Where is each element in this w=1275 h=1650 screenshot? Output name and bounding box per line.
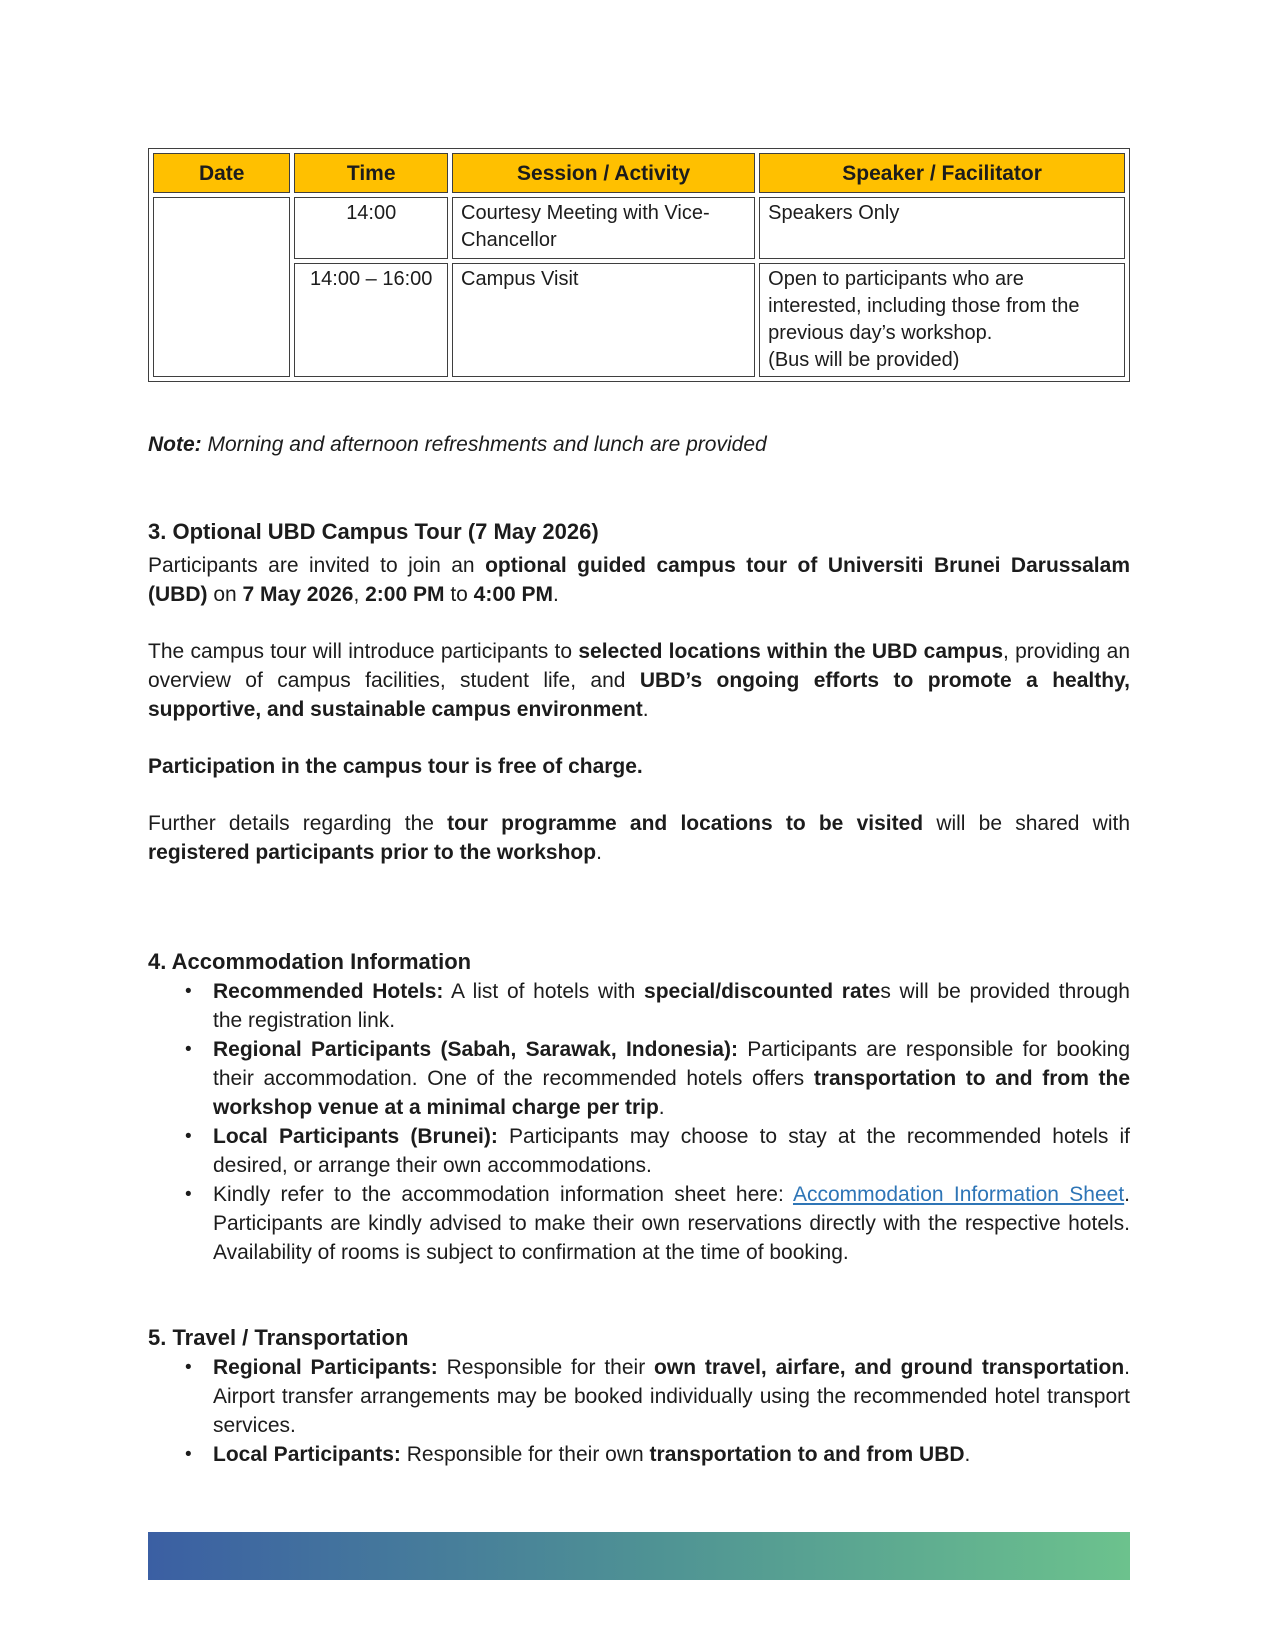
- footer-gradient-bar: [148, 1532, 1130, 1580]
- speaker-cell: Open to participants who are interested, including those from the previous day’s workshop. (Bus will be provided): [759, 263, 1125, 377]
- accommodation-list: [148, 977, 1130, 1267]
- column-header-speaker: Speaker / Facilitator: [759, 153, 1125, 193]
- session-cell: Campus Visit: [452, 263, 755, 377]
- section-5-heading: 5. Travel / Transportation: [148, 1325, 409, 1350]
- section-4-heading: 4. Accommodation Information: [148, 949, 472, 974]
- column-header-time: Time: [294, 153, 448, 193]
- list-item-local-participants: [148, 1122, 1130, 1180]
- column-header-date: Date: [153, 153, 290, 193]
- list-item-text: Regional Participants (Sabah, Sarawak, Indonesia): Participants are responsible for booking their accommodation. One of the recommended hotels offers transportation to and from the workshop venue at a minimal charge per trip.: [213, 1038, 1130, 1119]
- list-item-text: Local Participants (Brunei): Participants may choose to stay at the recommended hotels if desired, or arrange their own accommodations.: [213, 1125, 1130, 1177]
- table-row: [153, 263, 1125, 377]
- accommodation-information-sheet-link[interactable]: Accommodation Information Sheet: [792, 1183, 1125, 1206]
- speaker-cell: Speakers Only: [759, 197, 1125, 259]
- list-item-regional-travel: [148, 1353, 1130, 1440]
- time-cell: 14:00: [294, 197, 448, 259]
- bullet-icon: •: [185, 1039, 192, 1060]
- paragraph-campus-tour-intro: Participants are invited to join an optional guided campus tour of Universiti Brunei Darussalam (UBD) on 7 May 2026, 2:00 PM to 4:00 PM.: [148, 554, 1130, 606]
- page-content: [148, 148, 1130, 1469]
- section-3-heading: 3. Optional UBD Campus Tour (7 May 2026): [148, 519, 599, 544]
- bullet-icon: •: [185, 981, 192, 1002]
- list-item-text: Regional Participants: Responsible for their own travel, airfare, and ground transportation. Airport transfer arrangements may be booked individually using the recommended hotel transport services.: [213, 1356, 1130, 1437]
- list-item-local-travel: [148, 1440, 1130, 1469]
- bullet-icon: •: [185, 1126, 192, 1147]
- list-item-recommended-hotels: [148, 977, 1130, 1035]
- paragraph-further-details: Further details regarding the tour programme and locations to be visited will be shared with registered participants prior to the workshop.: [148, 812, 1131, 864]
- session-cell: Courtesy Meeting with Vice-Chancellor: [452, 197, 755, 259]
- time-cell: 14:00 – 16:00: [294, 263, 448, 377]
- bullet-icon: •: [185, 1184, 192, 1205]
- travel-list: [148, 1353, 1130, 1469]
- bullet-icon: •: [185, 1357, 192, 1378]
- date-cell: [153, 197, 290, 377]
- paragraph-free-of-charge: Participation in the campus tour is free of charge.: [148, 755, 643, 778]
- paragraph-campus-tour-details: The campus tour will introduce participants to selected locations within the UBD campus, providing an overview of campus facilities, student life, and UBD’s ongoing efforts to promote a healthy, supportive, and sustainable campus environment.: [148, 640, 1130, 721]
- list-item-text: Recommended Hotels: A list of hotels with special/discounted rates will be provided through the registration link.: [213, 980, 1130, 1032]
- column-header-session: Session / Activity: [452, 153, 755, 193]
- table-header-row: [153, 153, 1125, 193]
- schedule-table: [148, 148, 1130, 382]
- bullet-icon: •: [185, 1444, 192, 1465]
- table-row: [153, 197, 1125, 259]
- list-item-regional-participants: [148, 1035, 1130, 1122]
- list-item-accommodation-sheet: [148, 1180, 1130, 1267]
- note-text: Note: Morning and afternoon refreshments and lunch are provided: [148, 433, 767, 456]
- list-item-text: Local Participants: Responsible for their own transportation to and from UBD.: [213, 1443, 971, 1466]
- list-item-text: Kindly refer to the accommodation information sheet here: Accommodation Information Sheet. Participants are kindly advised to make their own reservations directly with the respective hotels. Availability of rooms is subject to confirmation at the time of booking.: [213, 1183, 1130, 1264]
